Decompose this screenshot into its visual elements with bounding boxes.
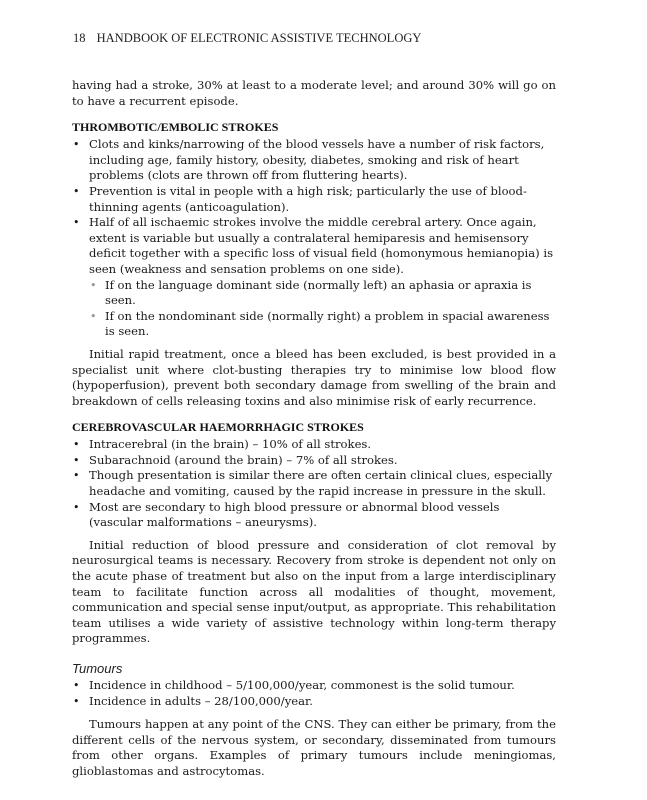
running-header: [73, 31, 421, 46]
page-number: 18: [73, 31, 86, 45]
list-item-text: Prevention is vital in people with a high risk; particularly the use of blood-thinning agents (anticoagulation).: [89, 183, 527, 214]
bullet-icon: •: [73, 453, 80, 467]
thrombotic-bullet-list: [72, 137, 556, 340]
list-item-text: Incidence in childhood – 5/100,000/year, commonest is the solid tumour.: [89, 678, 515, 692]
list-item: [72, 453, 556, 469]
sub-bullet-list: [89, 278, 556, 340]
sub-list-item: [89, 309, 556, 340]
page-body: [72, 78, 556, 780]
list-item-text: Incidence in adults – 28/100,000/year.: [89, 693, 313, 708]
list-item-text: Subarachnoid (around the brain) – 7% of all strokes.: [89, 452, 398, 467]
bullet-icon: •: [73, 216, 80, 230]
list-item: [72, 137, 556, 184]
haemorrhagic-paragraph: Initial reduction of blood pressure and consideration of clot removal by neurosurgical teams is necessary. Recovery from stroke is dependent not only on the acute phase of treatment but also on the input from a large interdisciplinary team to facilitate function across all modalities of thought, movement, communication and special sense input/output, as appropriate. This rehabilitation team utilises a wide variety of assistive technology within long-term therapy programmes.: [72, 537, 556, 646]
tumours-paragraph: Tumours happen at any point of the CNS. They can either be primary, from the different cells of the nervous system, or secondary, disseminated from tumours from other organs. Examples of primary tumours include meningiomas, glioblastomas and astrocytomas.: [72, 717, 556, 778]
list-item-text: Most are secondary to high blood pressure or abnormal blood vessels (vascular malformations – aneurysms).: [89, 499, 500, 530]
sub-list-item-text: If on the language dominant side (normally left) an aphasia or apraxia is seen.: [105, 277, 532, 308]
list-item: [72, 184, 556, 215]
running-title: HANDBOOK OF ELECTRONIC ASSISTIVE TECHNOLOGY: [96, 31, 422, 45]
bullet-icon: •: [73, 438, 80, 452]
bullet-icon: •: [73, 138, 80, 152]
thrombotic-paragraph: Initial rapid treatment, once a bleed has been excluded, is best provided in a specialist unit where clot-busting therapies try to minimise low blood flow (hypoperfusion), prevent both secondary damage from swelling of the brain and breakdown of cells releasing toxins and also minimise risk of early recurrence.: [72, 346, 556, 408]
bullet-icon: •: [73, 184, 80, 198]
bullet-icon: •: [73, 694, 80, 708]
list-item-text: Intracerebral (in the brain) – 10% of all strokes.: [89, 437, 372, 452]
list-item: [72, 437, 556, 453]
list-item: [72, 500, 556, 531]
bullet-icon: •: [73, 679, 80, 692]
bullet-icon: •: [73, 500, 80, 514]
section-heading-haemorrhagic: CEREBROVASCULAR HAEMORRHAGIC STROKES: [72, 420, 364, 435]
intro-paragraph: having had a stroke, 30% at least to a moderate level; and around 30% will go on to have a recurrent episode.: [72, 78, 556, 108]
sub-bullet-icon: •: [90, 309, 97, 323]
tumours-bullet-list: [72, 678, 556, 709]
list-item: [72, 215, 556, 340]
section-heading-tumours: Tumours: [72, 661, 123, 676]
bullet-icon: •: [73, 469, 80, 483]
sub-list-item: [89, 278, 556, 309]
sub-bullet-icon: •: [90, 278, 97, 292]
list-item: [72, 678, 556, 694]
list-item-text: Though presentation is similar there are often certain clinical clues, especially headache and vomiting, caused by the rapid increase in pressure in the skull.: [89, 468, 553, 499]
section-heading-thrombotic: THROMBOTIC/EMBOLIC STROKES: [72, 120, 279, 135]
list-item: [72, 694, 556, 710]
sub-list-item-text: If on the nondominant side (normally right) a problem in spacial awareness is seen.: [105, 308, 550, 339]
haemorrhagic-bullet-list: [72, 437, 556, 531]
list-item-text: Clots and kinks/narrowing of the blood vessels have a number of risk factors, including age, family history, obesity, diabetes, smoking and risk of heart problems (clots are thrown off from fluttering hearts).: [89, 137, 545, 183]
list-item: [72, 468, 556, 499]
list-item-text: Half of all ischaemic strokes involve the middle cerebral artery. Once again, extent is variable but usually a contralateral hemiparesis and hemisensory deficit together with a specific loss of visual field (homonymous hemianopia) is seen (weakness and sensation problems on one side).: [89, 215, 554, 276]
